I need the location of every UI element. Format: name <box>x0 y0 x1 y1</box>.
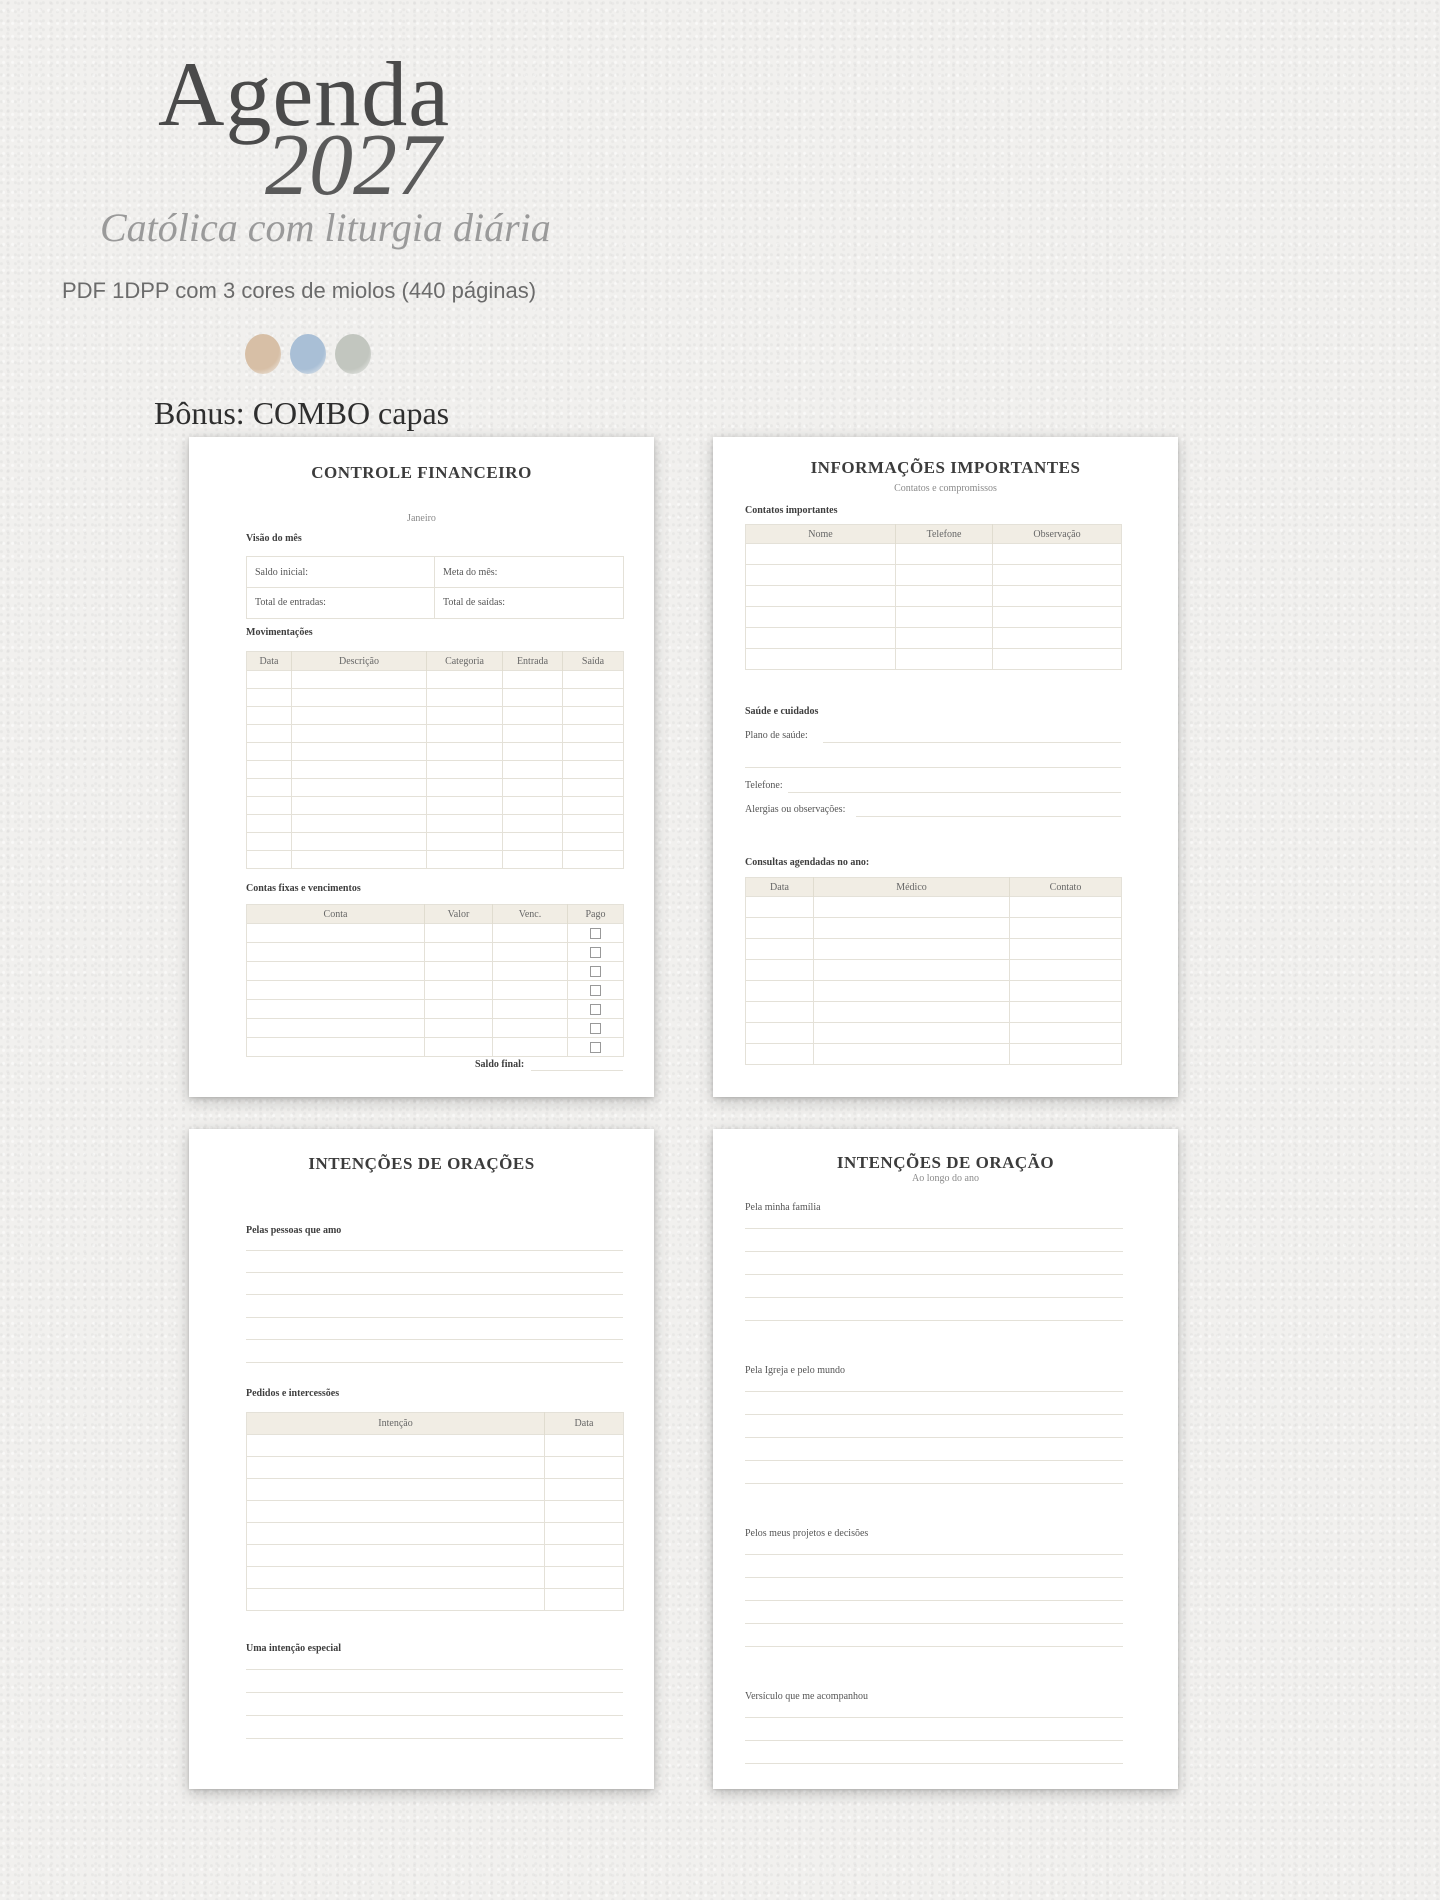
requests-table <box>246 1412 624 1611</box>
section-label: Versículo que me acompanhou <box>745 1691 869 1702</box>
section-heading: Contatos importantes <box>745 505 838 516</box>
column-header: Pago <box>568 905 624 924</box>
page-financial-control <box>189 437 654 1097</box>
total-in-label: Total de entradas: <box>255 597 326 608</box>
phone-label: Telefone: <box>745 780 783 791</box>
column-header: Médico <box>814 878 1010 897</box>
bills-table <box>246 904 624 1057</box>
section-heading: Visão do mês <box>246 533 302 544</box>
section-heading: Consultas agendadas no ano: <box>745 857 870 868</box>
table-row <box>247 1457 624 1479</box>
table-row <box>247 943 624 962</box>
contacts-table <box>745 524 1122 670</box>
page-title: CONTROLE FINANCEIRO <box>311 463 532 482</box>
paid-checkbox <box>590 1004 601 1015</box>
table-row <box>746 628 1122 649</box>
column-header: Descrição <box>292 652 427 671</box>
table-row <box>247 815 624 833</box>
brand-title: Agenda <box>158 43 451 145</box>
table-row <box>746 1044 1122 1065</box>
page-prayer-intentions <box>189 1129 654 1789</box>
table-row <box>247 1567 624 1589</box>
table-row <box>247 1038 624 1057</box>
paid-checkbox <box>590 1042 601 1053</box>
table-row <box>247 924 624 943</box>
opening-balance-label: Saldo inicial: <box>255 567 309 578</box>
section-heading: Contas fixas e vencimentos <box>246 883 361 894</box>
section-heading: Uma intenção especial <box>246 1643 341 1654</box>
column-header: Valor <box>425 905 493 924</box>
table-row <box>247 1435 624 1457</box>
brand-subtitle: Católica com liturgia diária <box>100 205 551 250</box>
health-plan-label: Plano de saúde: <box>745 730 808 741</box>
column-header: Categoria <box>427 652 503 671</box>
page-important-info <box>713 437 1178 1097</box>
column-header: Data <box>545 1413 624 1435</box>
section-heading: Pelas pessoas que amo <box>246 1225 342 1236</box>
table-row <box>746 649 1122 670</box>
table-row <box>746 939 1122 960</box>
column-header: Observação <box>993 525 1122 544</box>
paid-checkbox <box>590 985 601 996</box>
color-swatch-gray <box>335 334 371 374</box>
allergies-label: Alergias ou observações: <box>745 804 846 815</box>
column-header: Venc. <box>493 905 568 924</box>
section-label: Pela minha família <box>745 1202 821 1213</box>
paid-checkbox <box>590 1023 601 1034</box>
page-title: INTENÇÕES DE ORAÇÕES <box>308 1154 535 1173</box>
table-row <box>247 797 624 815</box>
column-header: Saída <box>563 652 624 671</box>
table-row <box>746 1023 1122 1044</box>
table-row <box>247 1479 624 1501</box>
appointments-table <box>745 877 1122 1065</box>
table-row <box>247 707 624 725</box>
column-header: Data <box>746 878 814 897</box>
brand-year: 2027 <box>265 117 441 214</box>
table-row <box>746 565 1122 586</box>
paid-checkbox <box>590 928 601 939</box>
table-row <box>247 1523 624 1545</box>
table-row <box>247 833 624 851</box>
table-row <box>746 981 1122 1002</box>
section-label: Pela Igreja e pelo mundo <box>745 1365 845 1376</box>
table-row <box>247 779 624 797</box>
table-row <box>247 1545 624 1567</box>
section-heading: Saúde e cuidados <box>745 706 819 717</box>
table-row <box>247 851 624 869</box>
table-row <box>247 743 624 761</box>
page-prayer-intentions-year <box>713 1129 1178 1789</box>
page-subtitle: Ao longo do ano <box>912 1173 979 1184</box>
section-label: Pelos meus projetos e decisões <box>745 1528 869 1539</box>
column-header: Telefone <box>896 525 993 544</box>
table-row <box>247 1589 624 1611</box>
table-row <box>746 918 1122 939</box>
product-description: PDF 1DPP com 3 cores de miolos (440 páginas) <box>62 278 537 303</box>
table-row <box>746 544 1122 565</box>
column-header: Contato <box>1010 878 1122 897</box>
page-subtitle: Contatos e compromissos <box>894 483 997 494</box>
section-heading: Pedidos e intercessões <box>246 1388 340 1399</box>
table-row <box>746 960 1122 981</box>
month-overview-box <box>246 556 624 619</box>
color-swatch-beige <box>245 334 281 374</box>
table-row <box>247 725 624 743</box>
final-balance-label: Saldo final: <box>475 1059 525 1070</box>
paid-checkbox <box>590 947 601 958</box>
section-heading: Movimentações <box>246 627 313 638</box>
column-header: Data <box>247 652 292 671</box>
table-row <box>247 689 624 707</box>
month-goal-label: Meta do mês: <box>443 567 498 578</box>
column-header: Conta <box>247 905 425 924</box>
table-row <box>247 671 624 689</box>
table-row <box>746 1002 1122 1023</box>
color-swatch-blue <box>290 334 326 374</box>
table-row <box>247 1000 624 1019</box>
month-label: Janeiro <box>407 513 436 524</box>
column-header: Nome <box>746 525 896 544</box>
column-header: Entrada <box>503 652 563 671</box>
column-header: Intenção <box>247 1413 545 1435</box>
table-row <box>247 1019 624 1038</box>
table-row <box>247 981 624 1000</box>
table-row <box>247 1501 624 1523</box>
table-row <box>247 962 624 981</box>
bonus-label: Bônus: COMBO capas <box>154 395 450 431</box>
page-title: INFORMAÇÕES IMPORTANTES <box>810 458 1081 477</box>
page-title: INTENÇÕES DE ORAÇÃO <box>836 1153 1055 1172</box>
table-row <box>746 607 1122 628</box>
total-out-label: Total de saídas: <box>443 597 506 608</box>
movements-table <box>246 651 624 869</box>
paid-checkbox <box>590 966 601 977</box>
table-row <box>247 761 624 779</box>
table-row <box>746 586 1122 607</box>
table-row <box>746 897 1122 918</box>
